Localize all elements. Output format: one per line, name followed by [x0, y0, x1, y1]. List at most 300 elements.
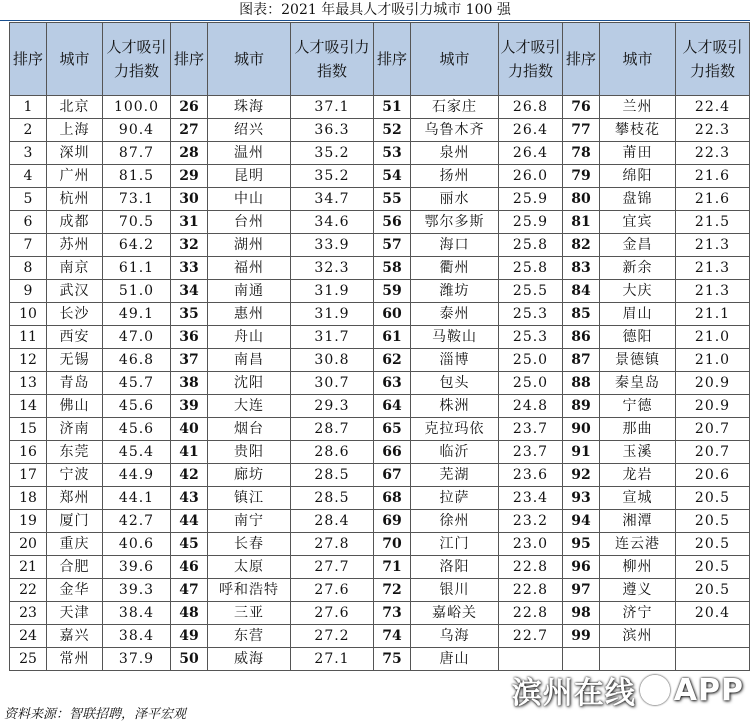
city-cell: 淄博 — [411, 349, 499, 372]
city-cell: 扬州 — [411, 165, 499, 188]
index-cell: 27.2 — [291, 625, 374, 648]
city-cell: 大连 — [208, 395, 291, 418]
city-cell: 无锡 — [47, 349, 103, 372]
rank-cell: 53 — [374, 142, 411, 165]
rank-cell: 98 — [563, 602, 600, 625]
city-cell: 马鞍山 — [411, 326, 499, 349]
city-cell: 遵义 — [600, 579, 676, 602]
rank-cell: 13 — [10, 372, 47, 395]
table-row — [10, 280, 750, 303]
rank-cell: 41 — [171, 441, 208, 464]
city-cell: 威海 — [208, 648, 291, 671]
index-cell: 23.7 — [499, 441, 563, 464]
index-cell: 27.1 — [291, 648, 374, 671]
index-cell: 22.4 — [676, 96, 750, 119]
city-cell: 呼和浩特 — [208, 579, 291, 602]
index-cell: 20.5 — [676, 487, 750, 510]
city-cell: 银川 — [411, 579, 499, 602]
city-cell: 贵阳 — [208, 441, 291, 464]
header-rank: 排序 — [171, 23, 208, 96]
index-cell: 26.8 — [499, 96, 563, 119]
city-cell: 乌海 — [411, 625, 499, 648]
city-ranking-table — [9, 22, 750, 671]
index-cell: 70.5 — [103, 211, 171, 234]
rank-cell: 67 — [374, 464, 411, 487]
rank-cell: 82 — [563, 234, 600, 257]
city-cell: 烟台 — [208, 418, 291, 441]
city-cell: 天津 — [47, 602, 103, 625]
header-rank: 排序 — [563, 23, 600, 96]
city-cell: 珠海 — [208, 96, 291, 119]
index-cell: 47.0 — [103, 326, 171, 349]
city-cell: 苏州 — [47, 234, 103, 257]
rank-cell: 16 — [10, 441, 47, 464]
rank-cell: 28 — [171, 142, 208, 165]
city-cell: 济南 — [47, 418, 103, 441]
index-cell: 39.3 — [103, 579, 171, 602]
header-city: 城市 — [600, 23, 676, 96]
rank-cell: 11 — [10, 326, 47, 349]
watermark-app: APP — [673, 672, 744, 708]
index-cell: 20.5 — [676, 533, 750, 556]
city-cell: 秦皇岛 — [600, 372, 676, 395]
rank-cell: 56 — [374, 211, 411, 234]
city-cell: 鄂尔多斯 — [411, 211, 499, 234]
index-cell: 23.2 — [499, 510, 563, 533]
city-cell: 福州 — [208, 257, 291, 280]
index-cell: 28.4 — [291, 510, 374, 533]
table-row — [10, 119, 750, 142]
rank-cell: 21 — [10, 556, 47, 579]
rank-cell: 1 — [10, 96, 47, 119]
city-cell: 龙岩 — [600, 464, 676, 487]
rank-cell: 27 — [171, 119, 208, 142]
rank-cell: 3 — [10, 142, 47, 165]
city-cell: 连云港 — [600, 533, 676, 556]
city-cell: 洛阳 — [411, 556, 499, 579]
rank-cell: 7 — [10, 234, 47, 257]
header-rank: 排序 — [374, 23, 411, 96]
index-cell: 25.9 — [499, 188, 563, 211]
city-cell: 东莞 — [47, 441, 103, 464]
city-cell: 台州 — [208, 211, 291, 234]
index-cell: 73.1 — [103, 188, 171, 211]
index-cell: 90.4 — [103, 119, 171, 142]
rank-cell: 96 — [563, 556, 600, 579]
table-title: 图表：2021 年最具人才吸引力城市 100 强 — [239, 2, 511, 18]
city-cell: 郑州 — [47, 487, 103, 510]
index-cell: 22.8 — [499, 556, 563, 579]
index-cell: 45.7 — [103, 372, 171, 395]
rank-cell: 76 — [563, 96, 600, 119]
rank-cell: 75 — [374, 648, 411, 671]
rank-cell: 19 — [10, 510, 47, 533]
city-cell: 包头 — [411, 372, 499, 395]
index-cell: 21.3 — [676, 280, 750, 303]
index-cell: 42.7 — [103, 510, 171, 533]
rank-cell: 10 — [10, 303, 47, 326]
rank-cell: 83 — [563, 257, 600, 280]
city-cell: 重庆 — [47, 533, 103, 556]
index-cell: 22.3 — [676, 142, 750, 165]
rank-cell: 42 — [171, 464, 208, 487]
rank-cell: 95 — [563, 533, 600, 556]
title-rule — [0, 20, 750, 21]
table-row — [10, 303, 750, 326]
table-row — [10, 441, 750, 464]
table-row — [10, 372, 750, 395]
city-cell: 常州 — [47, 648, 103, 671]
index-cell: 26.4 — [499, 142, 563, 165]
city-cell: 青岛 — [47, 372, 103, 395]
watermark — [512, 668, 744, 712]
rank-cell: 18 — [10, 487, 47, 510]
city-cell: 镇江 — [208, 487, 291, 510]
index-cell: 38.4 — [103, 602, 171, 625]
index-cell: 27.6 — [291, 602, 374, 625]
table-row — [10, 165, 750, 188]
index-cell: 21.6 — [676, 188, 750, 211]
table-row — [10, 418, 750, 441]
rank-cell: 43 — [171, 487, 208, 510]
city-cell: 唐山 — [411, 648, 499, 671]
city-cell: 广州 — [47, 165, 103, 188]
rank-cell: 50 — [171, 648, 208, 671]
rank-cell: 44 — [171, 510, 208, 533]
index-cell: 20.6 — [676, 464, 750, 487]
city-cell: 绍兴 — [208, 119, 291, 142]
index-cell: 30.7 — [291, 372, 374, 395]
rank-cell: 77 — [563, 119, 600, 142]
index-cell: 45.6 — [103, 418, 171, 441]
rank-cell: 74 — [374, 625, 411, 648]
index-cell: 32.3 — [291, 257, 374, 280]
city-cell: 滨州 — [600, 625, 676, 648]
rank-cell: 65 — [374, 418, 411, 441]
index-cell: 27.6 — [291, 579, 374, 602]
city-cell: 石家庄 — [411, 96, 499, 119]
table-row — [10, 349, 750, 372]
index-cell: 33.9 — [291, 234, 374, 257]
index-cell: 25.8 — [499, 234, 563, 257]
city-cell: 武汉 — [47, 280, 103, 303]
source-note: 资料来源：智联招聘，泽平宏观 — [4, 707, 187, 722]
rank-cell: 80 — [563, 188, 600, 211]
rank-cell: 35 — [171, 303, 208, 326]
rank-cell: 86 — [563, 326, 600, 349]
index-cell: 23.7 — [499, 418, 563, 441]
rank-cell: 63 — [374, 372, 411, 395]
index-cell: 21.0 — [676, 349, 750, 372]
index-cell: 21.5 — [676, 211, 750, 234]
city-cell: 丽水 — [411, 188, 499, 211]
rank-cell: 17 — [10, 464, 47, 487]
index-cell: 20.5 — [676, 510, 750, 533]
rank-cell: 99 — [563, 625, 600, 648]
rank-cell: 49 — [171, 625, 208, 648]
city-cell: 拉萨 — [411, 487, 499, 510]
city-cell: 柳州 — [600, 556, 676, 579]
table-row — [10, 464, 750, 487]
city-cell: 嘉峪关 — [411, 602, 499, 625]
table-row — [10, 188, 750, 211]
rank-cell: 33 — [171, 257, 208, 280]
rank-cell: 9 — [10, 280, 47, 303]
index-cell: 22.3 — [676, 119, 750, 142]
city-cell: 嘉兴 — [47, 625, 103, 648]
city-cell: 宜宾 — [600, 211, 676, 234]
rank-cell: 39 — [171, 395, 208, 418]
city-cell: 眉山 — [600, 303, 676, 326]
rank-cell: 81 — [563, 211, 600, 234]
rank-cell: 52 — [374, 119, 411, 142]
index-cell: 36.3 — [291, 119, 374, 142]
index-cell: 100.0 — [103, 96, 171, 119]
city-cell: 临沂 — [411, 441, 499, 464]
city-cell: 沈阳 — [208, 372, 291, 395]
rank-cell: 61 — [374, 326, 411, 349]
index-cell: 25.9 — [499, 211, 563, 234]
header-row — [10, 23, 750, 96]
index-cell: 37.9 — [103, 648, 171, 671]
index-cell: 27.7 — [291, 556, 374, 579]
city-cell: 绵阳 — [600, 165, 676, 188]
city-cell: 湘潭 — [600, 510, 676, 533]
table-row — [10, 556, 750, 579]
city-cell: 江门 — [411, 533, 499, 556]
city-cell: 兰州 — [600, 96, 676, 119]
rank-cell: 97 — [563, 579, 600, 602]
index-cell: 34.7 — [291, 188, 374, 211]
rank-cell: 90 — [563, 418, 600, 441]
city-cell: 景德镇 — [600, 349, 676, 372]
header-rank: 排序 — [10, 23, 47, 96]
city-cell: 湖州 — [208, 234, 291, 257]
index-cell: 28.5 — [291, 487, 374, 510]
rank-cell: 68 — [374, 487, 411, 510]
table-row — [10, 395, 750, 418]
index-cell: 31.9 — [291, 303, 374, 326]
index-cell: 25.5 — [499, 280, 563, 303]
index-cell: 29.3 — [291, 395, 374, 418]
table-row — [10, 96, 750, 119]
index-cell: 22.8 — [499, 602, 563, 625]
city-cell: 宁波 — [47, 464, 103, 487]
rank-cell: 8 — [10, 257, 47, 280]
city-cell: 舟山 — [208, 326, 291, 349]
rank-cell: 59 — [374, 280, 411, 303]
rank-cell: 32 — [171, 234, 208, 257]
index-cell: 20.7 — [676, 418, 750, 441]
index-cell: 20.5 — [676, 556, 750, 579]
rank-cell: 85 — [563, 303, 600, 326]
rank-cell: 55 — [374, 188, 411, 211]
city-cell: 乌鲁木齐 — [411, 119, 499, 142]
rank-cell: 64 — [374, 395, 411, 418]
index-cell: 21.3 — [676, 234, 750, 257]
index-cell: 23.6 — [499, 464, 563, 487]
header-index: 人才吸引力指数 — [676, 23, 750, 96]
rank-cell: 88 — [563, 372, 600, 395]
index-cell: 21.6 — [676, 165, 750, 188]
index-cell: 87.7 — [103, 142, 171, 165]
rank-cell: 66 — [374, 441, 411, 464]
header-city: 城市 — [411, 23, 499, 96]
city-cell: 泉州 — [411, 142, 499, 165]
rank-cell: 22 — [10, 579, 47, 602]
header-index: 人才吸引力指数 — [103, 23, 171, 96]
index-cell: 26.0 — [499, 165, 563, 188]
index-cell: 20.9 — [676, 395, 750, 418]
rank-cell: 60 — [374, 303, 411, 326]
index-cell: 27.8 — [291, 533, 374, 556]
index-cell: 21.3 — [676, 257, 750, 280]
rank-cell: 48 — [171, 602, 208, 625]
city-cell: 惠州 — [208, 303, 291, 326]
city-cell: 佛山 — [47, 395, 103, 418]
city-cell: 泰州 — [411, 303, 499, 326]
index-cell: 31.7 — [291, 326, 374, 349]
rank-cell: 24 — [10, 625, 47, 648]
index-cell: 45.4 — [103, 441, 171, 464]
city-cell: 金昌 — [600, 234, 676, 257]
rank-cell: 73 — [374, 602, 411, 625]
city-cell: 南宁 — [208, 510, 291, 533]
city-cell: 衢州 — [411, 257, 499, 280]
rank-cell: 25 — [10, 648, 47, 671]
rank-cell: 70 — [374, 533, 411, 556]
index-cell: 45.6 — [103, 395, 171, 418]
city-cell: 潍坊 — [411, 280, 499, 303]
rank-cell: 4 — [10, 165, 47, 188]
city-cell: 芜湖 — [411, 464, 499, 487]
index-cell: 61.1 — [103, 257, 171, 280]
city-cell: 太原 — [208, 556, 291, 579]
city-cell: 南京 — [47, 257, 103, 280]
rank-cell: 40 — [171, 418, 208, 441]
city-cell: 那曲 — [600, 418, 676, 441]
city-cell: 宁德 — [600, 395, 676, 418]
rank-cell: 89 — [563, 395, 600, 418]
city-cell: 廊坊 — [208, 464, 291, 487]
index-cell: 20.7 — [676, 441, 750, 464]
index-cell: 44.9 — [103, 464, 171, 487]
city-cell: 中山 — [208, 188, 291, 211]
city-cell: 德阳 — [600, 326, 676, 349]
rank-cell: 84 — [563, 280, 600, 303]
index-cell: 37.1 — [291, 96, 374, 119]
watermark-badge-icon — [640, 675, 670, 705]
city-cell: 南昌 — [208, 349, 291, 372]
index-cell: 35.2 — [291, 165, 374, 188]
table-row — [10, 234, 750, 257]
header-city: 城市 — [208, 23, 291, 96]
rank-cell: 78 — [563, 142, 600, 165]
table-row — [10, 510, 750, 533]
city-cell: 海口 — [411, 234, 499, 257]
city-cell: 西安 — [47, 326, 103, 349]
rank-cell: 69 — [374, 510, 411, 533]
rank-cell: 93 — [563, 487, 600, 510]
city-cell: 昆明 — [208, 165, 291, 188]
city-cell: 莆田 — [600, 142, 676, 165]
index-cell: 25.0 — [499, 372, 563, 395]
table-row — [10, 326, 750, 349]
rank-cell: 51 — [374, 96, 411, 119]
rank-cell: 47 — [171, 579, 208, 602]
city-cell: 玉溪 — [600, 441, 676, 464]
city-cell: 合肥 — [47, 556, 103, 579]
index-cell: 51.0 — [103, 280, 171, 303]
city-cell: 徐州 — [411, 510, 499, 533]
city-cell: 新余 — [600, 257, 676, 280]
city-cell: 盘锦 — [600, 188, 676, 211]
city-cell: 长沙 — [47, 303, 103, 326]
rank-cell: 71 — [374, 556, 411, 579]
rank-cell: 29 — [171, 165, 208, 188]
city-cell: 三亚 — [208, 602, 291, 625]
city-cell: 长春 — [208, 533, 291, 556]
index-cell: 20.4 — [676, 602, 750, 625]
index-cell: 30.8 — [291, 349, 374, 372]
rank-cell: 92 — [563, 464, 600, 487]
table-body — [10, 96, 750, 671]
rank-cell: 30 — [171, 188, 208, 211]
index-cell: 28.5 — [291, 464, 374, 487]
table-row — [10, 257, 750, 280]
index-cell: 28.6 — [291, 441, 374, 464]
index-cell: 23.4 — [499, 487, 563, 510]
index-cell: 25.3 — [499, 303, 563, 326]
index-cell: 38.4 — [103, 625, 171, 648]
index-cell: 21.0 — [676, 326, 750, 349]
index-cell: 81.5 — [103, 165, 171, 188]
index-cell: 35.2 — [291, 142, 374, 165]
index-cell: 46.8 — [103, 349, 171, 372]
index-cell: 25.8 — [499, 257, 563, 280]
rank-cell: 2 — [10, 119, 47, 142]
rank-cell: 45 — [171, 533, 208, 556]
city-cell: 济宁 — [600, 602, 676, 625]
city-cell: 株洲 — [411, 395, 499, 418]
city-cell: 宣城 — [600, 487, 676, 510]
rank-cell: 6 — [10, 211, 47, 234]
index-cell: 22.8 — [499, 579, 563, 602]
header-index: 人才吸引力指数 — [499, 23, 563, 96]
city-cell: 大庆 — [600, 280, 676, 303]
rank-cell: 58 — [374, 257, 411, 280]
city-cell: 深圳 — [47, 142, 103, 165]
rank-cell: 38 — [171, 372, 208, 395]
city-cell: 克拉玛依 — [411, 418, 499, 441]
index-cell: 20.9 — [676, 372, 750, 395]
rank-cell: 5 — [10, 188, 47, 211]
rank-cell: 62 — [374, 349, 411, 372]
rank-cell: 57 — [374, 234, 411, 257]
rank-cell: 20 — [10, 533, 47, 556]
rank-cell: 34 — [171, 280, 208, 303]
rank-cell: 37 — [171, 349, 208, 372]
rank-cell: 26 — [171, 96, 208, 119]
city-cell: 东营 — [208, 625, 291, 648]
city-cell: 厦门 — [47, 510, 103, 533]
rank-cell: 36 — [171, 326, 208, 349]
index-cell: 64.2 — [103, 234, 171, 257]
rank-cell: 94 — [563, 510, 600, 533]
index-cell: 22.7 — [499, 625, 563, 648]
city-cell: 上海 — [47, 119, 103, 142]
rank-cell: 23 — [10, 602, 47, 625]
